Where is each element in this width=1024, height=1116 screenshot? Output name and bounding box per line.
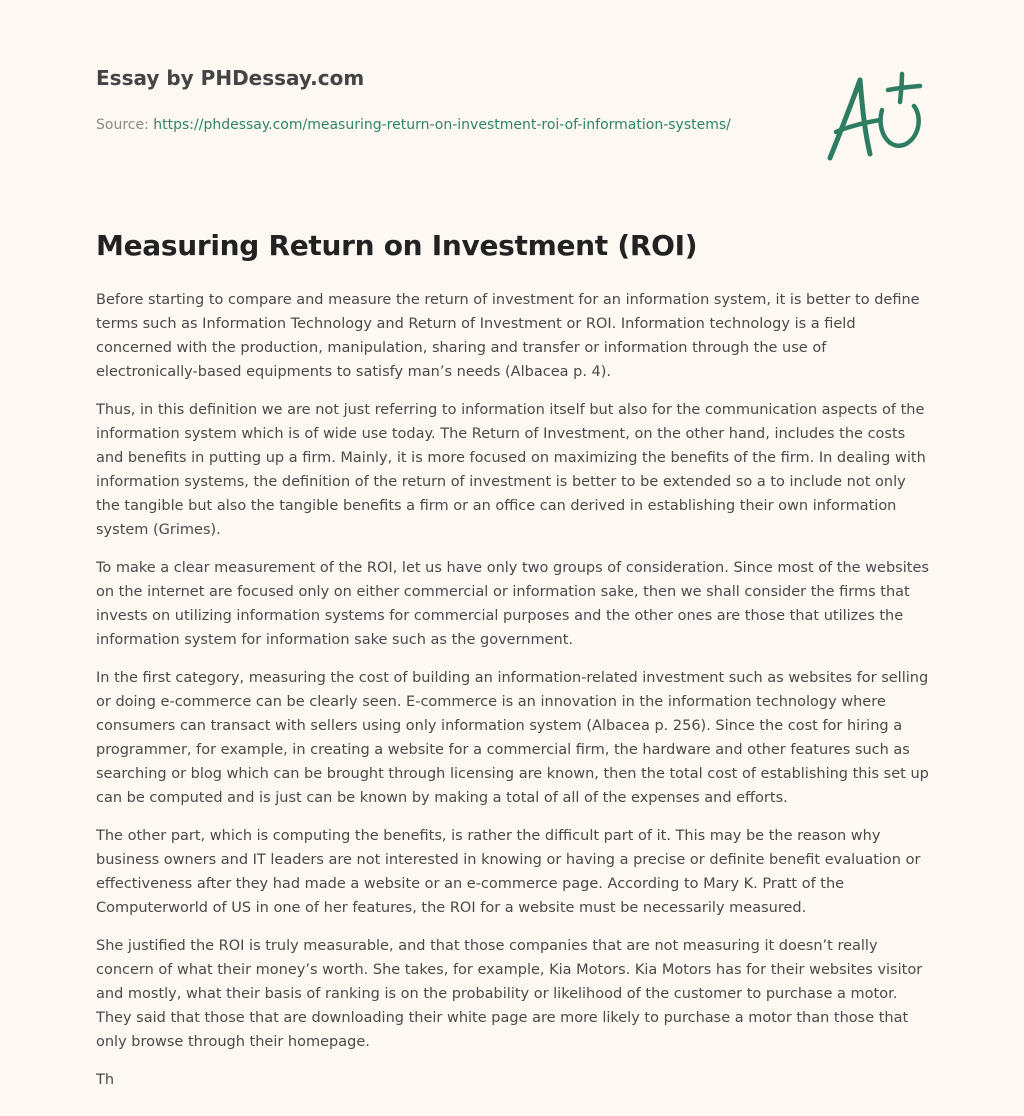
article [96, 226, 932, 1106]
article-title: Measuring Return on Investment (ROI) [96, 229, 698, 262]
article-paragraph-truncated: Th [96, 1072, 115, 1088]
source-label: Source: [96, 117, 154, 133]
site-brand: Essay by PHDessay.com [96, 66, 365, 90]
article-paragraph: In the first category, measuring the cost of building an information-related investment such as websites for selling or doing e-commerce can be clearly seen. E-commerce is an innovation in the information technology where consumers can transact with sellers using only information system (Albacea p. 256). Since the cost for hiring a programmer, for example, in creating a website for a commercial firm, the hardware and other features such as searching or blog which can be brought through licensing are known, then the total cost of establishing this set up can be computed and is just can be known by making a total of all of the expenses and efforts. [96, 670, 929, 806]
article-paragraph: To make a clear measurement of the ROI, let us have only two groups of consideration. Since most of the websites on the internet are focused only on either commercial or information sake, then we shall consider the firms that invests on utilizing information systems for commercial purposes and the other ones are those that utilizes the information system for information sake such as the government. [96, 560, 929, 648]
a-plus-grade-icon [820, 68, 928, 164]
article-paragraph: She justified the ROI is truly measurable, and that those companies that are not measuring it doesn’t really concern of what their money’s worth. She takes, for example, Kia Motors. Kia Motors has for their websites visitor and mostly, what their basis of ranking is on the probability or likelihood of the customer to purchase a motor. They said that those that are downloading their white page are more likely to purchase a motor than those that only browse through their homepage. [96, 938, 923, 1050]
article-paragraph: The other part, which is computing the benefits, is rather the difficult part of it. This may be the reason why business owners and IT leaders are not interested in knowing or having a precise or definite benefit evaluation or effectiveness after they had made a website or an e-commerce page. According to Mary K. Pratt of the Computerworld of US in one of her features, the ROI for a website must be necessarily measured. [96, 828, 921, 916]
article-paragraph: Before starting to compare and measure the return of investment for an information system, it is better to define terms such as Information Technology and Return of Investment or ROI. Information technology is a field concerned with the production, manipulation, sharing and transfer or information through the use of electronically-based equipments to satisfy man’s needs (Albacea p. 4). [96, 292, 920, 380]
article-paragraph: Thus, in this definition we are not just referring to information itself but also for the communication aspects of the information system which is of wide use today. The Return of Investment, on the other hand, includes the costs and benefits in putting up a firm. Mainly, it is more focused on maximizing the benefits of the firm. In dealing with information systems, the definition of the return of investment is better to be extended so a to include not only the tangible but also the tangible benefits a firm or an office can derived in establishing their own information system (Grimes). [96, 402, 926, 538]
source-link[interactable]: https://phdessay.com/measuring-return-on-investment-roi-of-information-systems/ [153, 117, 731, 133]
source-line [96, 114, 736, 137]
header [96, 64, 736, 137]
